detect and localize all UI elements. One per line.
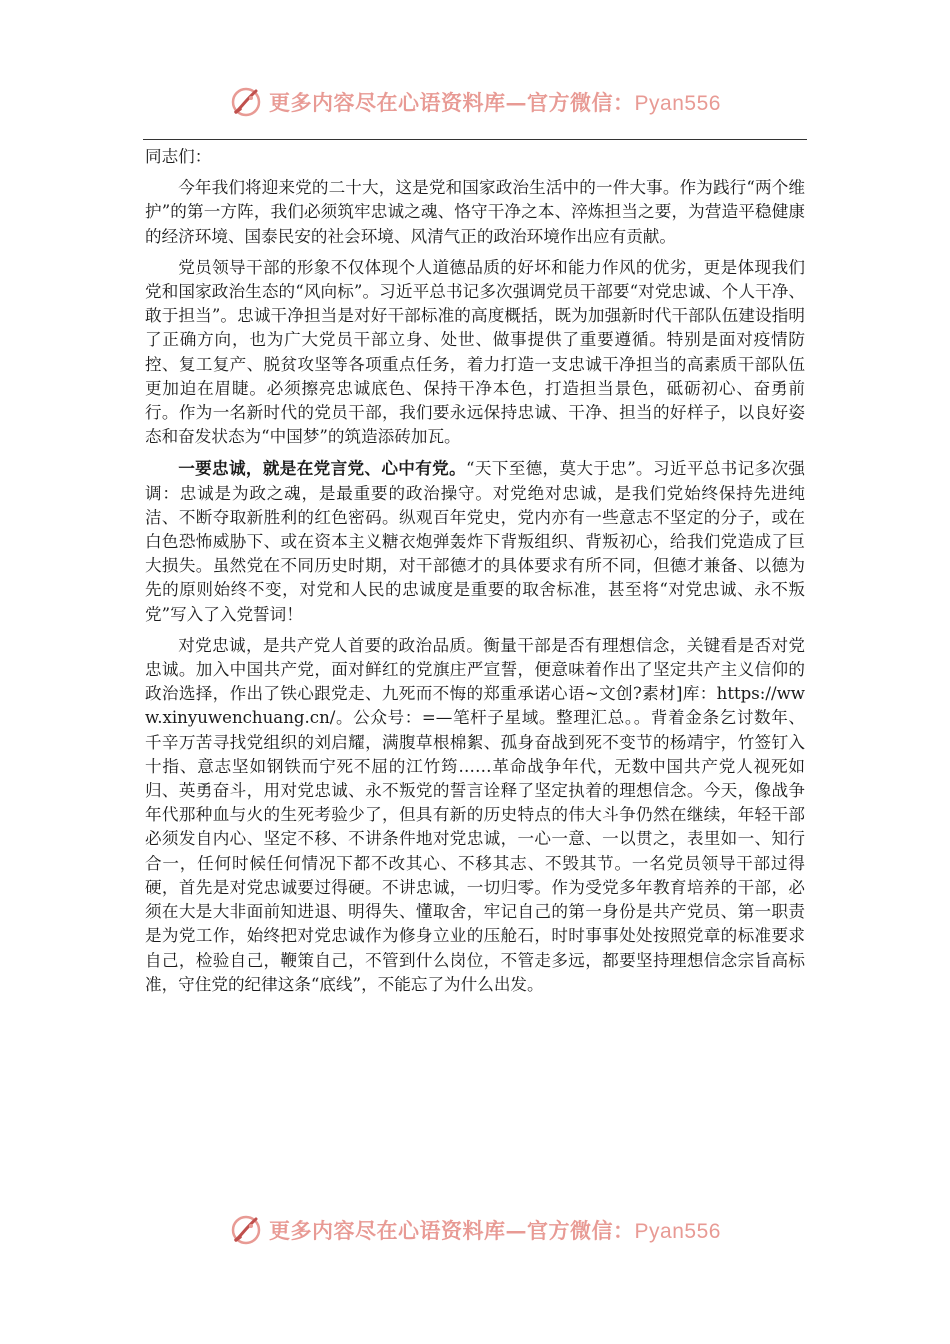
footer-banner-inner bbox=[229, 1213, 721, 1247]
paragraph-2 bbox=[145, 256, 805, 450]
paragraph-4 bbox=[145, 634, 805, 997]
header-rule bbox=[143, 139, 807, 140]
paragraph-text: “天下至德，莫大于忠”。习近平总书记多次强调：忠诚是为政之魂，是最重要的政治操守。对党绝对忠诚，是我们党始终保持先进纯洁、不断夺取新胜利的红色密码。纵观百年党史，党内亦有一些意志不坚定的分子，或在白色恐怖威胁下、或在资本主义糖衣炮弹轰炸下背叛组织、背叛初心，给我们党造成了巨大损失。虽然党在不同历史时期，对干部德才的具体要求有所不同，但德才兼备、以德为先的原则始终不变，对党和人民的忠诚度是重要的取舍标准，甚至将“对党忠诚、永不叛党”写入了入党誓词！ bbox=[145, 459, 806, 624]
paragraph-text: 党员领导干部的形象不仅体现个人道德品质的好坏和能力作风的优劣，更是体现我们党和国家政治生态的“风向标”。习近平总书记多次强调党员干部要“对党忠诚、个人干净、敢于担当”。忠诚干净担当是对好干部标准的高度概括，既为加强新时代干部队伍建设指明了正确方向，也为广大党员干部立身、处世、做事提供了重要遵循。特别是面对疫情防控、复工复产、脱贫攻坚等各项重点任务，着力打造一支忠诚干净担当的高素质干部队伍更加迫在眉睫。必须擦亮忠诚底色、保持干净本色，打造担当景色，砥砺初心、奋勇前行。作为一名新时代的党员干部，我们要永远保持忠诚、干净、担当的好样子，以良好姿态和奋发状态为“中国梦”的筑造添砖加瓦。 bbox=[145, 257, 805, 447]
header-wechat-id: Pyan556 bbox=[634, 92, 721, 115]
brush-logo-icon bbox=[229, 1213, 263, 1247]
brush-logo-icon bbox=[229, 85, 263, 119]
footer-wechat-id: Pyan556 bbox=[634, 1220, 721, 1243]
footer-banner-text: 更多内容尽在心语资料库—官方微信：Pyan556 bbox=[269, 1218, 721, 1243]
header-banner-inner bbox=[229, 85, 721, 119]
salutation: 同志们： bbox=[145, 147, 212, 166]
paragraph-text: 今年我们将迎来党的二十大，这是党和国家政治生活中的一件大事。作为践行“两个维护”的第一方阵，我们必须筑牢忠诚之魂、恪守干净之本、淬炼担当之要，为营造平稳健康的经济环境、国泰民安的社会环境、风清气正的政治环境作出应有贡献。 bbox=[145, 178, 805, 246]
header-banner-text: 更多内容尽在心语资料库—官方微信：Pyan556 bbox=[269, 90, 721, 115]
header-banner bbox=[0, 82, 950, 122]
paragraph-lead: 一要忠诚，就是在党言党、心中有党。 bbox=[178, 458, 467, 479]
paragraph-1 bbox=[145, 176, 805, 249]
paragraph-text: 对党忠诚，是共产党人首要的政治品质。衡量干部是否有理想信念，关键看是否对党忠诚。加入中国共产党，面对鲜红的党旗庄严宣誓，便意味着作出了坚定共产主义信仰的政治选择，作出了铁心跟党走、九死而不悔的郑重承诺心语~文创?素材]库：https://www.xinyuwenchuang.cn/。公众号：=—笔杆子星域。整理汇总。。背着金条乞讨数年、千辛万苦寻找党组织的刘启耀，满腹草根棉絮、孤身奋战到死不变节的杨靖宇，竹签钉入十指、意志坚如钢铁而宁死不屈的江竹筠……革命战争年代，无数中国共产党人视死如归、英勇奋斗，用对党忠诚、永不叛党的誓言诠释了坚定执着的理想信念。今天，像战争年代那种血与火的生死考验少了，但具有新的历史特点的伟大斗争仍然在继续，年轻干部必须发自内心、坚定不移、不讲条件地对党忠诚，一心一意、一以贯之，表里如一、知行合一，任何时候任何情况下都不改其心、不移其志、不毁其节。一名党员领导干部过得硬，首先是对党忠诚要过得硬。不讲忠诚，一切归零。作为受党多年教育培养的干部，必须在大是大非面前知进退、明得失、懂取舍，牢记自己的第一身份是共产党员、第一职责是为党工作，始终把对党忠诚作为修身立业的压舱石，时时事事处处按照党章的标准要求自己，检验自己，鞭策自己，不管到什么岗位，不管走多远，都要坚持理想信念宗旨高标准，守住党的纪律这条“底线”，不能忘了为什么出发。 bbox=[145, 635, 805, 994]
footer-banner bbox=[0, 1210, 950, 1250]
paragraph-3 bbox=[145, 456, 805, 626]
document-body bbox=[145, 145, 805, 1004]
